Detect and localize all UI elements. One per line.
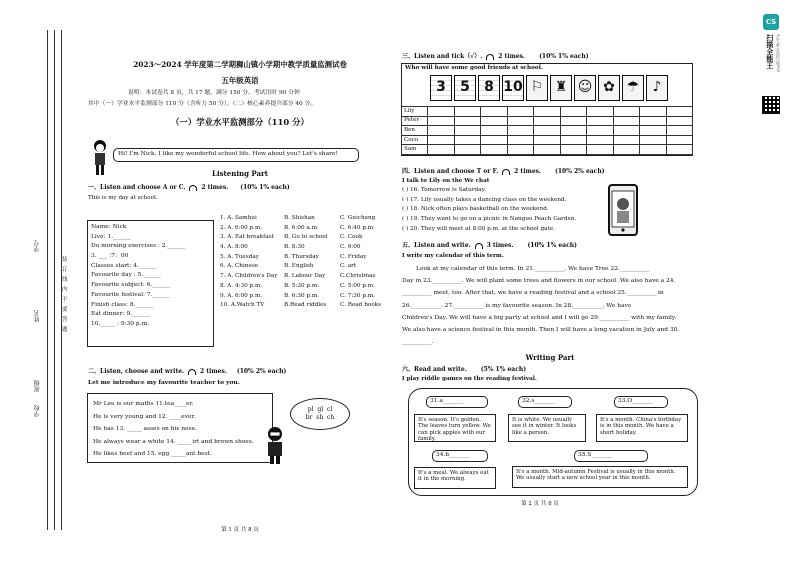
section-5-header: 五、Listen and write. 3 times. (10% 1% each) bbox=[402, 242, 577, 249]
speech-bubble: Hi! I'm Nick. I like my wonderful school life. How about you? Let's share! bbox=[113, 148, 359, 162]
headphones-icon bbox=[486, 54, 494, 60]
section-1-intro: This is my day at school. bbox=[88, 195, 158, 201]
teacher-cartoon bbox=[262, 425, 288, 465]
section-2-intro: Let me introduce my favourite teacher to you. bbox=[88, 379, 240, 386]
writing-part-title: Writing Part bbox=[525, 353, 575, 362]
option-row: 8. A. 4:30 p.m. B. 5:30 p.m. C. 5:00 p.m. bbox=[220, 282, 375, 289]
page-footer-left: 第 1 页 共 8 页 bbox=[221, 527, 259, 533]
exam-note-2: 其中（一）学业水平监测部分 110 分（含听力 50 分），（二）核心素养提升部分 40 分。 bbox=[88, 101, 317, 107]
card-line: Name: Nick bbox=[91, 224, 127, 230]
listening-part-title: Listening Part bbox=[212, 169, 268, 178]
calendar-picture: 10 bbox=[502, 75, 524, 101]
activity-picture: ♜ bbox=[550, 75, 572, 101]
passage-line: 26.__________. 27.__________ is my favourite season. In 28.__________, We have bbox=[402, 302, 632, 309]
tick-row: Lily bbox=[402, 107, 693, 117]
card-line: 3. ___ :7：00 bbox=[91, 253, 129, 260]
margin-line bbox=[54, 30, 55, 530]
option-row: 10. A.Watch TV B.Read riddles C. Read books bbox=[220, 302, 382, 309]
tick-row: Ben bbox=[402, 126, 693, 136]
teacher-passage-box bbox=[87, 393, 273, 463]
section-2-header: 二、Listen, choose and write. 2 times. (10% 2% each) bbox=[88, 368, 287, 375]
option-row: 4. A. 8:00 B. 8:30 C. 9:00 bbox=[220, 244, 361, 251]
tick-row: Coco bbox=[402, 135, 693, 145]
scanner-strip bbox=[760, 14, 782, 124]
passage-line: He always wear a white 14. _____irt and brown shoes. bbox=[93, 438, 254, 445]
tf-item: ( ) 17. Lily usually takes a dancing class on the weekend. bbox=[402, 196, 567, 203]
riddle-card: It's season. It's golden. The leaves turn yellow. We can pick apples with our family. bbox=[414, 414, 496, 442]
tick-row: Sam bbox=[402, 145, 693, 155]
school-label: 学校 bbox=[34, 405, 41, 417]
exam-note-1: 说明：本试卷共 8 页，共 17 题，满分 150 分，考试用时 90 分钟 bbox=[128, 90, 300, 96]
card-line: Eat dinner: 9.______ bbox=[91, 311, 150, 318]
headphones-icon bbox=[189, 185, 197, 191]
passage-line: We also have a science festival in this month. Then I will have a long vacation in July and 30. bbox=[402, 327, 680, 334]
option-row: 9. A. 6:00 p.m. B. 6:30 p.m. C. 7:30 p.m. bbox=[220, 292, 375, 299]
answer-box[interactable]: 34.b_______ bbox=[432, 450, 488, 462]
activity-picture: ♪ bbox=[646, 75, 668, 101]
exam-title: 2023～2024 学年度第二学期狮山镇小学期中教学质量监测试卷 bbox=[133, 60, 347, 69]
riddle-card: It's a meal. We always eat it in the morning. bbox=[414, 467, 496, 489]
passage-line: He has 13. _____ asses on his nose. bbox=[93, 426, 197, 433]
section-1-header: 一、Listen and choose A or C. 2 times. (10% 1% each) bbox=[88, 184, 290, 191]
activity-picture: ☺ bbox=[574, 75, 596, 101]
headphones-icon bbox=[502, 169, 510, 175]
nick-cartoon bbox=[90, 138, 110, 178]
answer-box[interactable]: 35.S_______ bbox=[574, 450, 648, 462]
passage-line: __________ meet, too. After that, we have a reading festival and a school 25.__________ in bbox=[402, 290, 664, 297]
card-line: Favourite subject: 6.______ bbox=[91, 282, 171, 289]
grade-subtitle: 五年级英语 bbox=[221, 76, 259, 85]
tf-item: ( ) 20. They will meet at 8:00 p.m. at the school gate. bbox=[402, 225, 555, 232]
scanner-tagline: 3亿人都在用的扫描App bbox=[776, 34, 781, 73]
calendar-passage bbox=[402, 263, 732, 348]
tf-item: ( ) 18. Nick often plays basketball on the weekend. bbox=[402, 206, 549, 213]
calendar-picture: 3 bbox=[430, 75, 452, 101]
option-row: 5. A. Tuesday B. Thursday C. Friday bbox=[220, 253, 367, 260]
tick-row: Peter bbox=[402, 116, 693, 126]
tick-grid bbox=[401, 106, 693, 155]
passage-line: __________. bbox=[402, 339, 434, 346]
student-id-label: 学号 bbox=[34, 240, 41, 252]
scanner-logo: CS bbox=[763, 14, 779, 30]
friends-tick-table: Who will have some good friends at school. 3 5 8 10 ⚐ ♜ ☺ ✿ ☂ ♪ Lily Peter Ben Coco Sam bbox=[401, 63, 693, 156]
option-row: 6. A. Chinese B. English C. art bbox=[220, 263, 357, 270]
section-6-intro: I play riddle games on the reading festival. bbox=[402, 376, 537, 382]
passage-line: He is very young and 12. ____ever. bbox=[93, 413, 196, 420]
card-line: 10._____ : 9:30 p.m. bbox=[91, 320, 150, 327]
option-row: 1. A. Samhui B. Shishan C. Guicheng bbox=[220, 215, 376, 221]
card-line: Live: 1.______ bbox=[91, 233, 131, 240]
section-1-options bbox=[220, 215, 400, 312]
passage-line: He likes beef and 15. egg _____ant best. bbox=[93, 451, 212, 458]
card-line: Classes start: 4.______ bbox=[91, 262, 157, 269]
picture-row bbox=[430, 75, 670, 101]
card-line: Finish class: 8.______ bbox=[91, 301, 154, 308]
passage-line: Mr Lee is our maths 11.tea____er. bbox=[93, 401, 194, 407]
riddle-card: It's a month. Mid-autumn Festival is usually in this month. We usually start a new school year in this month. bbox=[512, 466, 688, 488]
margin-line bbox=[47, 30, 48, 530]
letter-bubble: pl gl cl br sh ch bbox=[290, 398, 350, 430]
headphones-icon bbox=[188, 369, 196, 375]
headphones-icon bbox=[475, 243, 483, 249]
passage-line: Look at my calendar of this term. In 21.__________, We have Tree 22.__________ bbox=[416, 266, 650, 272]
class-label: 班级 bbox=[34, 380, 41, 392]
calendar-picture: 5 bbox=[454, 75, 476, 101]
answer-box[interactable]: 32.s_______ bbox=[518, 396, 572, 408]
card-line: Favourite festival: 7.______ bbox=[91, 291, 171, 298]
riddle-card: It's a month. China's birthday is in this month. We have a short holiday. bbox=[596, 414, 688, 442]
passage-line: Day in 23.__________. We will plant some trees and flowers in our school. We also have a 24. bbox=[402, 278, 676, 285]
calendar-picture: 8 bbox=[478, 75, 500, 101]
option-row: 2. A. 6:00 p.m. B. 6:00 a.m. C. 6:40 p.m. bbox=[220, 224, 375, 231]
true-false-items bbox=[402, 187, 612, 235]
activity-picture: ✿ bbox=[598, 75, 620, 101]
section-4-intro: I talk to Lily on the We chat bbox=[402, 178, 490, 184]
section-4-header: 四、Listen and choose T or F. 2 times. (10% 2% each) bbox=[402, 168, 605, 175]
page-footer-right: 第 2 页 共 8 页 bbox=[521, 501, 559, 507]
activity-picture: ☂ bbox=[622, 75, 644, 101]
card-line: Favourite day : 5.______ bbox=[91, 272, 161, 279]
section-6-header: 六、Read and write. (5% 1% each) bbox=[402, 366, 527, 373]
student-name-label: 姓名 bbox=[34, 310, 41, 322]
option-row: 3. A. Eat breakfast B. Go to school C. Cook bbox=[220, 234, 363, 241]
part-title: （一）学业水平监测部分（110 分） bbox=[171, 117, 309, 127]
nick-info-card bbox=[87, 220, 214, 347]
answer-box[interactable]: 31.a_______ bbox=[426, 396, 488, 408]
margin-notice: 装 订 线 内 不 要 答 题 bbox=[62, 257, 68, 333]
tf-item: ( ) 19. They want to go on a picnic in Nanguo Peach Garden. bbox=[402, 216, 577, 223]
option-row: 7. A. Children's Day B. Labour Day C.Christmas bbox=[220, 273, 376, 280]
tf-item: ( ) 16. Tomorrow is Saturday. bbox=[402, 187, 486, 193]
section-5-intro: I write my calendar of this term. bbox=[402, 253, 504, 259]
answer-box[interactable]: 33.O_______ bbox=[614, 396, 668, 408]
qr-code-icon bbox=[762, 96, 780, 114]
section-3-header: 三、Listen and tick（√）. 2 times. (10% 1% each) bbox=[402, 53, 589, 60]
activity-picture: ⚐ bbox=[526, 75, 548, 101]
card-line: Do morning exercises : 2.______ bbox=[91, 243, 186, 250]
scanner-brand: 扫描全能王 bbox=[765, 34, 774, 69]
phone-picture bbox=[608, 184, 638, 236]
passage-line: Children's Day. We will have a big party at school and I will go 29.__________ with my family. bbox=[402, 314, 677, 321]
riddle-card: It is white. We usually see it in winter. It looks like a person. bbox=[508, 414, 586, 442]
